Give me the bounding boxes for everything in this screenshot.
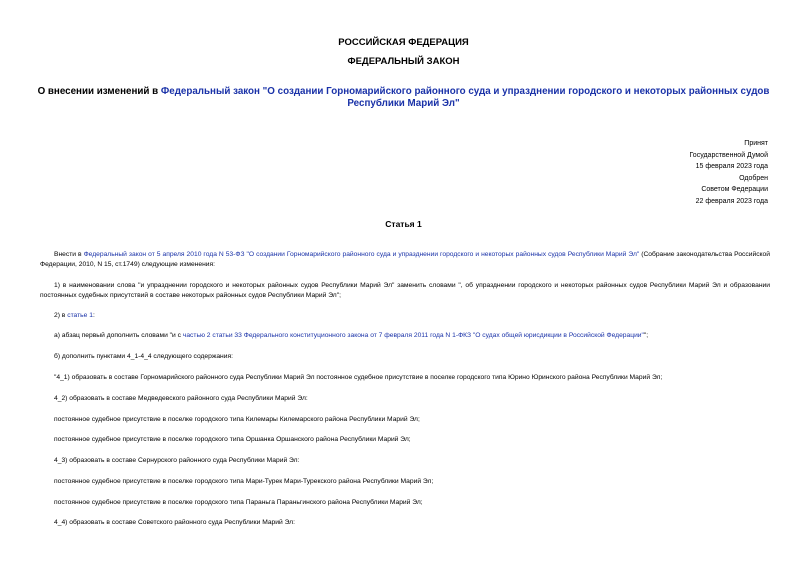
adoption-line: Одобрен (739, 174, 768, 182)
law-title (36, 86, 771, 110)
point-4-3-a: постоянное судебное присутствие в поселке городского типа Мари-Турек Мари-Турекского района Республики Марий Эл; (54, 478, 434, 485)
item-2-prefix: 2) в (54, 312, 68, 319)
article-intro (40, 250, 770, 270)
adoption-line: 22 февраля 2023 года (695, 197, 768, 205)
item-2-suffix: : (92, 312, 95, 319)
point-4-3-b: постоянное судебное присутствие в поселке городского типа Параньга Параньгинского района Республики Марий Эл; (54, 499, 423, 506)
item-2b: б) дополнить пунктами 4_1-4_4 следующего содержания: (54, 353, 233, 360)
intro-prefix: Внести в (54, 251, 84, 258)
law-title-link[interactable]: Федеральный закон "О создании Горномарийского районного суда и упразднении городского и некоторых районных судов Республики Марий Эл" (160, 86, 770, 109)
point-4-4: 4_4) образовать в составе Советского районного суда Республики Марий Эл: (54, 519, 295, 526)
point-4-2-b: постоянное судебное присутствие в поселке городского типа Оршанка Оршанского района Республики Марий Эл; (54, 436, 411, 443)
point-4-2: 4_2) образовать в составе Медведевского районного суда Республики Марий Эл: (54, 395, 308, 402)
adoption-line: Государственной Думой (689, 151, 768, 159)
point-4-3: 4_3) образовать в составе Сернурского районного суда Республики Марий Эл: (54, 457, 300, 464)
intro-law-link[interactable]: Федеральный закон от 5 апреля 2010 года N 53-ФЗ "О создании Горномарийского районного суда и упразднении городского и некоторых районных судов Республики Марий Эл" (83, 251, 640, 258)
item-2 (54, 311, 770, 321)
item-2a-prefix: а) абзац первый дополнить словами "и с (54, 332, 183, 339)
doc-type-heading: ФЕДЕРАЛЬНЫЙ ЗАКОН (347, 56, 460, 67)
adoption-info (568, 138, 768, 207)
country-heading: РОССИЙСКАЯ ФЕДЕРАЦИЯ (338, 37, 469, 48)
point-4-2-a: постоянное судебное присутствие в поселке городского типа Килемары Килемарского района Республики Марий Эл; (54, 416, 420, 423)
article-heading: Статья 1 (385, 219, 422, 229)
adoption-line: 15 февраля 2023 года (695, 163, 768, 170)
fkz-link[interactable]: частью 2 статьи 33 Федерального конституционного закона от 7 февраля 2011 года N 1-ФКЗ "О судах общей юрисдикции в Российской Федерации" (182, 332, 644, 339)
item-1: 1) в наименовании слова "и упразднении городского и некоторых районных судов Республики Марий Эл" заменить словами ", об упразднении городского и некоторых районных судов Республики Марий Эл и образовании постоянных судебных присутствий в составе некоторых районных судов Республики Марий Эл"; (40, 282, 770, 299)
intro-suffix: (Собрание законодательства Российской Федерации, 2010, N 15, ст.1749) следующие изменения: (40, 251, 770, 268)
point-4-1: "4_1) образовать в составе Горномарийского районного суда Республики Марий Эл постоянное судебное присутствие в поселке городского типа Юрино Юринского района Республики Марий Эл; (54, 374, 663, 381)
item-2a (54, 331, 770, 341)
article-1-link[interactable]: статье 1 (67, 312, 93, 319)
adoption-line: Принят (744, 140, 768, 147)
item-2a-suffix: "; (643, 332, 649, 339)
adoption-line: Советом Федерации (701, 186, 768, 193)
law-title-prefix: О внесении изменений в (37, 86, 161, 97)
